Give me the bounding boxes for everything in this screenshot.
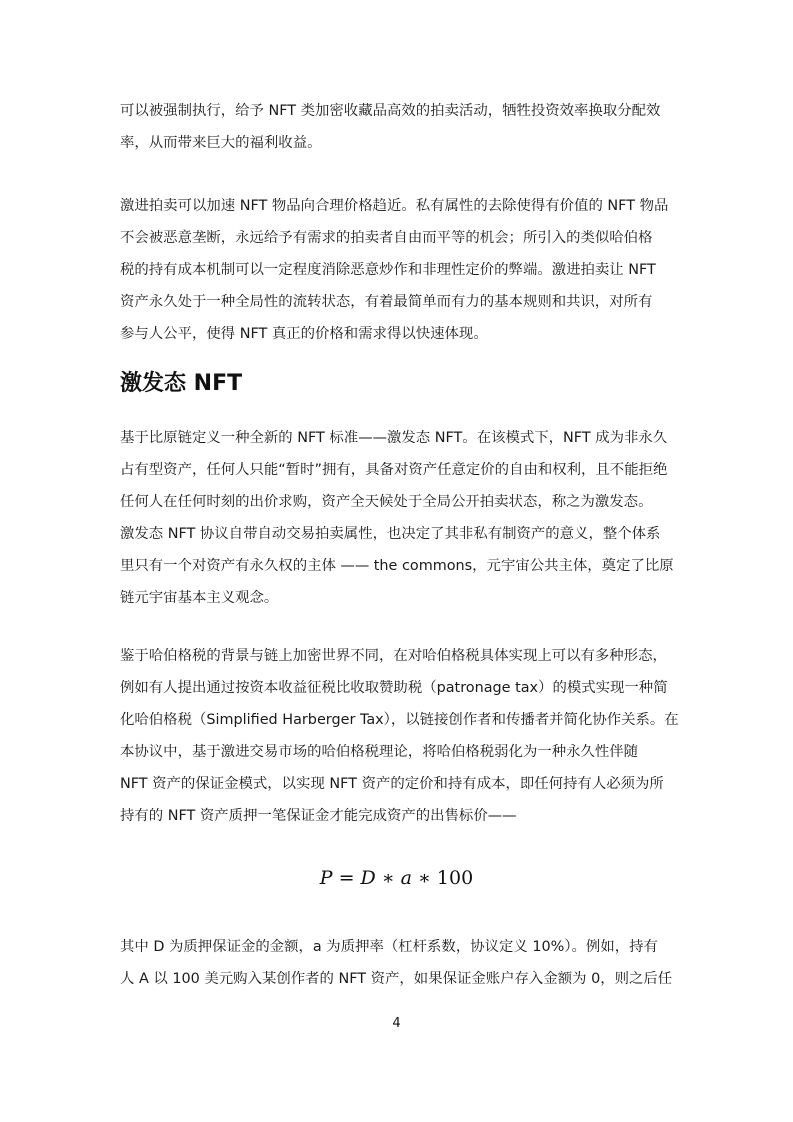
formula-equals: = [338, 867, 355, 889]
pricing-formula [0, 862, 793, 894]
text-line: 人 A 以 100 美元购入某创作者的 NFT 资产，如果保证金账户存入金额为 0，则之后任 [120, 971, 673, 987]
formula-deposit-var: D [360, 867, 376, 889]
section-heading: 激发态 NFT [120, 371, 243, 396]
text-line: 率，从而带来巨大的福利收益。 [120, 135, 322, 151]
text-line: 激进拍卖可以加速 NFT 物品向合理价格趋近。私有属性的去除使得有价值的 NFT 物品 [120, 198, 669, 214]
paragraph-3 [120, 422, 680, 614]
text-line: 基于比原链定义一种全新的 NFT 标准——激发态 NFT。在该模式下，NFT 成为非永久 [120, 430, 668, 446]
formula-multiply: ∗ [418, 867, 431, 889]
formula-price-var: P [319, 867, 333, 889]
paragraph-2 [120, 190, 680, 350]
text-line: 链元宇宙基本主义观念。 [120, 590, 279, 606]
text-line: 其中 D 为质押保证金的金额，a 为质押率（杠杆系数，协议定义 10%）。例如，持有 [120, 939, 658, 955]
text-line: 例如有人提出通过按资本收益征税比收取赞助税（patronage tax）的模式实现一种简 [120, 680, 668, 696]
paragraph-4 [120, 640, 680, 832]
text-line: 税的持有成本机制可以一定程度消除恶意炒作和非理性定价的弊端。激进拍卖让 NFT [120, 262, 656, 278]
text-line: 里只有一个对资产有永久权的主体 —— the commons，元宇宙公共主体，奠定了比原 [120, 558, 674, 574]
text-line: 不会被恶意垄断，永远给予有需求的拍卖者自由而平等的机会；所引入的类似哈伯格 [120, 230, 653, 246]
text-line: 可以被强制执行，给予 NFT 类加密收藏品高效的拍卖活动，牺牲投资效率换取分配效 [120, 103, 661, 119]
formula-multiply: ∗ [381, 867, 395, 889]
paragraph-5 [120, 931, 680, 995]
text-line: 资产永久处于一种全局性的流转状态，有着最简单而有力的基本规则和共识，对所有 [120, 294, 653, 310]
text-line: 鉴于哈伯格税的背景与链上加密世界不同，在对哈伯格税具体实现上可以有多种形态， [120, 648, 667, 664]
paragraph-1 [120, 95, 680, 159]
text-line: NFT 资产的保证金模式，以实现 NFT 资产的定价和持有成本，即任何持有人必须为所 [120, 776, 664, 792]
formula-constant: 100 [436, 867, 474, 889]
text-line: 持有的 NFT 资产质押一笔保证金才能完成资产的出售标价—— [120, 808, 517, 824]
text-line: 激发态 NFT 协议自带自动交易拍卖属性，也决定了其非私有制资产的意义，整个体系 [120, 526, 661, 542]
text-line: 任何人在任何时刻的出价求购，资产全天候处于全局公开拍卖状态，称之为激发态。 [120, 494, 653, 510]
text-line: 本协议中，基于激进交易市场的哈伯格税理论，将哈伯格税弱化为一种永久性伴随 [120, 744, 639, 760]
page-number: 4 [392, 1016, 401, 1031]
text-line: 参与人公平，使得 NFT 真正的价格和需求得以快速体现。 [120, 326, 488, 342]
formula-rate-var: a [400, 867, 412, 889]
text-line: 化哈伯格税（Simplified Harberger Tax），以链接创作者和传播者并简化协作关系。在 [120, 712, 679, 728]
text-line: 占有型资产，任何人只能“暂时”拥有，具备对资产任意定价的自由和权利，且不能拒绝 [120, 462, 668, 478]
